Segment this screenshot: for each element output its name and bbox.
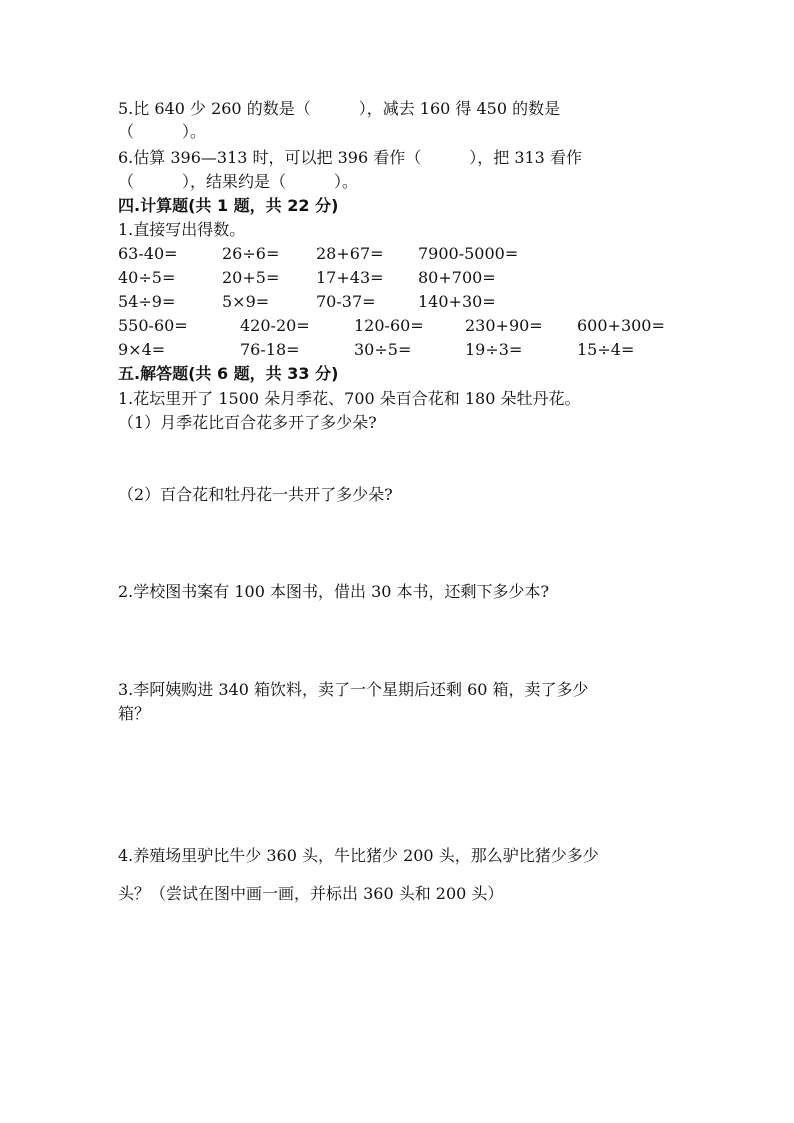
calc-item: 30÷5=: [354, 340, 412, 359]
calc-item: 28+67=: [316, 244, 384, 263]
calc-question-1-title: 1.直接写出得数。: [118, 220, 246, 239]
calc-item: 7900-5000=: [418, 244, 519, 263]
calc-item: 600+300=: [577, 316, 665, 335]
word-problem-3-line-1: 3.李阿姨购进 340 箱饮料，卖了一个星期后还剩 60 箱，卖了多少: [118, 680, 589, 699]
calc-item: 120-60=: [354, 316, 424, 335]
word-problem-3-line-2: 箱？: [118, 704, 151, 723]
calc-item: 17+43=: [316, 268, 384, 287]
word-problem-2: 2.学校图书案有 100 本图书，借出 30 本书，还剩下多少本?: [118, 582, 550, 601]
word-problem-1-part-1: （1）月季花比百合花多开了多少朵?: [118, 413, 377, 432]
calc-item: 9×4=: [118, 340, 166, 359]
calc-item: 54÷9=: [118, 292, 176, 311]
calc-item: 5×9=: [222, 292, 270, 311]
calc-item: 26÷6=: [222, 244, 280, 263]
question-5-line-2: （ ）。: [118, 122, 207, 141]
question-6-line-2: （ ），结果约是（ ）。: [118, 172, 359, 191]
section-5-heading: 五.解答题(共 6 题，共 33 分): [118, 364, 339, 383]
question-5-line-1: 5.比 640 少 260 的数是（ ），减去 160 得 450 的数是: [118, 99, 561, 118]
calc-item: 230+90=: [465, 316, 543, 335]
calc-item: 19÷3=: [465, 340, 523, 359]
question-6-line-1: 6.估算 396—313 时，可以把 396 看作（ ），把 313 看作: [118, 148, 582, 167]
calc-item: 76-18=: [240, 340, 300, 359]
calc-item: 20+5=: [222, 268, 280, 287]
calc-item: 550-60=: [118, 316, 188, 335]
calc-item: 15÷4=: [577, 340, 635, 359]
word-problem-4-line-2: 头？（尝试在图中画一画，并标出 360 头和 200 头）: [118, 884, 504, 903]
calc-item: 80+700=: [418, 268, 496, 287]
calc-item: 140+30=: [418, 292, 496, 311]
calc-item: 420-20=: [240, 316, 310, 335]
calc-item: 70-37=: [316, 292, 376, 311]
calc-item: 40÷5=: [118, 268, 176, 287]
section-4-heading: 四.计算题(共 1 题，共 22 分): [118, 196, 339, 215]
word-problem-4-line-1: 4.养殖场里驴比牛少 360 头，牛比猪少 200 头，那么驴比猪少多少: [118, 846, 599, 865]
word-problem-1: 1.花坛里开了 1500 朵月季花、700 朵百合花和 180 朵牡丹花。: [118, 389, 581, 408]
calc-item: 63-40=: [118, 244, 178, 263]
word-problem-1-part-2: （2）百合花和牡丹花一共开了多少朵?: [118, 485, 393, 504]
